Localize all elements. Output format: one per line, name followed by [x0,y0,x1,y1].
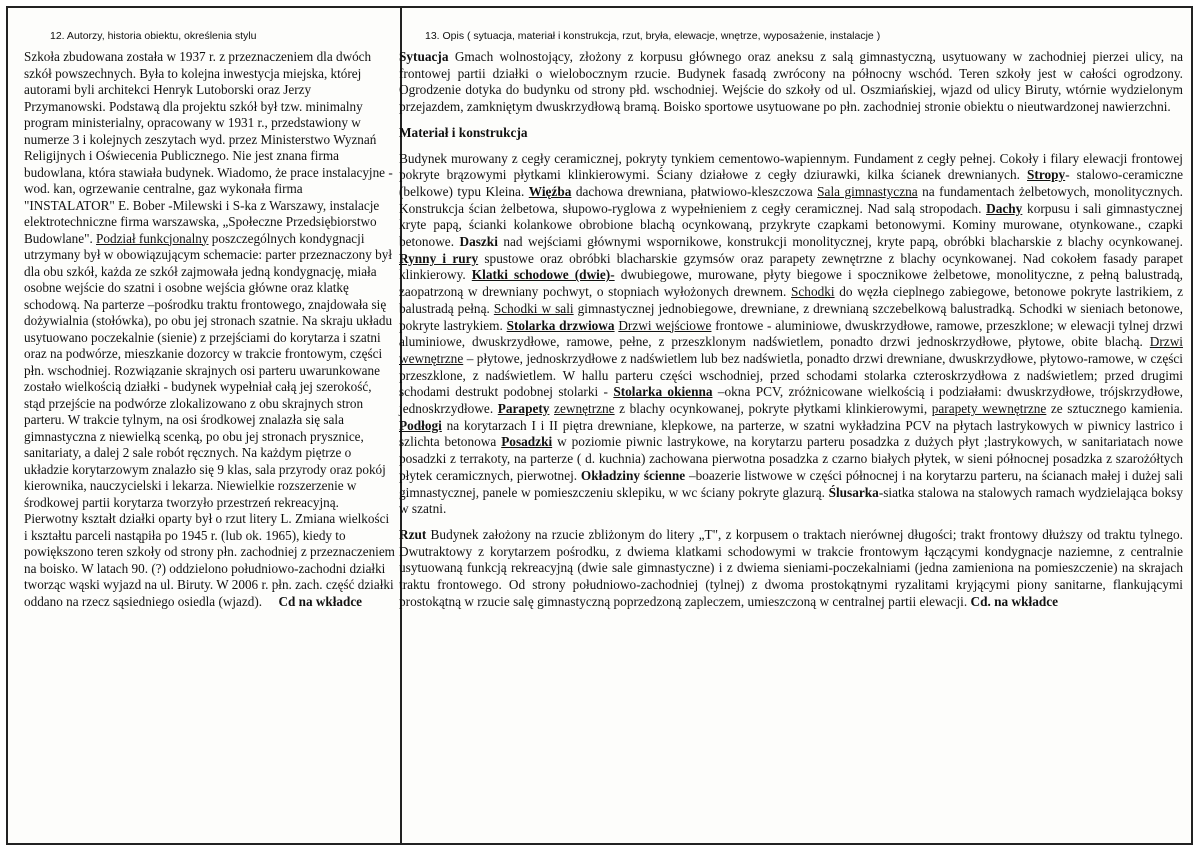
m-text-10: gimnastycznej jednobiegowe, drewniane, z drewnianą szczebelkową balustradką. Schodki w sieniach betonowe, pokryte lastrykiem. [399,300,1183,333]
material-heading: Materiał i konstrukcja [399,124,528,140]
m-text-1: Budynek murowany z cegły ceramicznej, pokryty tynkiem cementowo-wapiennym. Fundament z cegły pełnej. Cokoły i filary elewacji frontowej pokryte brązowymi płytkami klinkierowymi. Ściany działowe z cegły dziurawki, kilka ścianek drewnianych. [399,150,1183,183]
section-header-13: 13. Opis ( sytuacja, materiał i konstrukcja, rzut, bryła, elewacje, wnętrze, wyposażenie, instalacje ) [425,30,881,42]
label-okladziny-scienne: Okładziny ścienne [580,467,686,483]
m-text-7: spustowe oraz obróbki blacharskie gzymsów oraz parapety zewnętrzne z blachy ocynkowanej. Nad cokołem fasady parapet klinkierowy. [399,250,1183,283]
material-paragraph [399,151,1183,518]
document-page [6,6,1193,845]
m-text-5: korpusu i sali gimnastycznej kryte papą, ścianki kolankowe obrobione blachą ocynkowaną, przykryte czapkami betonowymi. Kominy murowane, otynkowane., czapki betonowe. [399,200,1183,250]
left-column [24,30,396,610]
label-klatki-schodowe: Klatki schodowe (dwie)- [471,267,615,283]
label-podzial-funkcjonalny: Podział funkcjonalny [96,230,209,246]
label-podlogi: Podłogi [399,417,442,433]
m-text-8: dwubiegowe, murowane, płyty biegowe i spocznikowe żelbetowe, monolityczne, z pełną balustradą, zaopatrzoną w drewniany pochwyt, o stopniach wyłożonych drewnem. [399,267,1184,300]
sytuacja-paragraph [399,49,1183,116]
label-drzwi-wejsciowe: Drzwi wejściowe [618,317,712,333]
label-stolarka-okienna: Stolarka okienna [613,384,713,400]
label-dachy: Dachy [986,200,1023,216]
label-wiezba: Więźba [528,183,572,199]
label-sala-gimnastyczna: Sala gimnastyczna [817,183,918,199]
section-header-12: 12. Autorzy, historia obiektu, określenia stylu [50,30,257,42]
m-text-3: dachowa drewniana, płatwiowo-kleszczowa [571,183,818,199]
label-schodki: Schodki [791,284,835,300]
m-text-19: -siatka stalowa na stalowych ramach wydzielająca boksy w szatni. [399,484,1183,517]
continued-note-right: Cd. na wkładce [970,593,1059,609]
label-stropy: Stropy [1027,167,1066,183]
label-rynny: Rynny i rury [399,250,479,266]
label-posadzki: Posadzki [501,434,553,450]
label-schodki-w-sali: Schodki w sali [493,300,574,316]
label-rzut: Rzut [399,526,427,542]
label-slusarka: Ślusarka [828,484,879,500]
rzut-paragraph [399,527,1183,611]
m-text-16: na korytarzach I i II piętra drewniane, klepkowe, na parterze, w szatni wykładzina PCV na płytach lastrykowych w piwnicy lastrico i szlichta betonowa [399,417,1183,450]
label-stolarka-drzwiowa: Stolarka drzwiowa [506,317,615,333]
right-column [399,30,1183,611]
label-daszki: Daszki [459,234,498,250]
label-zewnetrzne: zewnętrzne [554,401,615,417]
m-text-15: ze sztucznego kamienia. [1046,401,1184,417]
m-text-9: do węzła cieplnego zabiegowe, betonowe pokryte lastrikiem, z balustradą pełną. [399,284,1183,316]
m-text-11: frontowe - aluminiowe, dwuskrzydłowe, ramowe, przeszklone; w elewacji tylnej drzwi aluminiowe, dwuskrzydłowe, ramowe, pełne, z przeszklonym nadświetlem, ponadto drzwi jednoskrzydłowe, płytowe, obite blachą. [399,317,1183,350]
label-sytuacja: Sytuacja [399,49,449,64]
label-drzwi-wewnetrzne: Drzwi wewnętrzne [399,334,1183,366]
m-text-13: –okna PCV, zróżnicowane wielkością i podziałami: dwuskrzydłowe, trójskrzydłowe, jednoskrzydłowe. [399,384,1183,417]
history-paragraph [24,49,396,610]
function-text: poszczególnych kondygnacji utrzymany był w obowiązującym schemacie: parter przeznaczony był dla obu szkół, każda ze szkół zajmowała jedną kondygnację, miała osobne wejście do szatni i osobne wejścia główne oraz klatkę schodową. Na parterze –pośrodku traktu frontowego, znajdowała się dożywialnia (stołówka), po obu jej stronach szatnie. Na skraju układu usytuowano poczekalnie (sienie) z przejściami do korytarza i szatni oraz na podwórze, mieszkanie dozorcy w trakcie frontowym, części płn. wschodniej. Rozwiązanie skrajnych osi parteru uwarunkowane zostało wielkością działki - budynek wypełniał całą jej szerokość, stąd przejście na podwórze zlokalizowano z obu skrajnych stron parteru. W trakcie tylnym, na osi środkowej znalazła się sala gimnastyczna z niewielką scenką, po obu jej stronach prysznice, sanitariaty, a dalej 2 sale robót ręcznych. Na każdym piętrze o układzie korytarzowym znalazło się 9 klas, sala przyrody oraz pokój kierownika, nauczycielski i lekarza. Niewielkie rozszerzenie w środkowej partii korytarza tworzyło przestrzeń rekreacyjną. Pierwotny kształt działki oparty był o rzut litery L. Zmiana wielkości i kształtu parceli nastąpiła po 1945 r. (lub ok. 1965), kiedy to powiększono teren szkoły od strony płn. zachodniej z przeznaczeniem na boisko. W latach 90. (?) oddzielono południowo-zachodni działki tworząc wąski wyjazd na ul. Biruty. W 2006 r. płn. zach. część działki oddano na rzecz sąsiedniego osiedla (wjazd). [24,230,395,609]
m-text-6: nad wejściami głównymi wspornikowe, konstrukcji monolitycznej, kryte papą, obróbki blacharskie z blachy ocynkowanej. [497,234,1183,250]
m-text-12: – płytowe, jednoskrzydłowe z nadświetlem lub bez nadświetla, ponadto drzwi drewniane, dwuskrzydłowe, płytowo-ramowe, w części przeszklone, z nadświetlem. W hallu parteru części wschodniej, przed schodami stolarka czteroskrzydłowa z nadświetlem; przed drugimi schodami destrukt podobnej stolarki - [399,350,1183,400]
label-parapety: Parapety [497,401,550,417]
sytuacja-text: Gmach wolnostojący, złożony z korpusu głównego oraz aneksu z salą gimnastyczną, usytuowany w zachodniej pierzei ulicy, na frontowej partii działki o wielobocznym rzucie. Budynek fasadą zwrócony na północny wschód. Teren szkoły jest w całości ogrodzony. Ogrodzenie dotyka do budynku od strony płd. wschodniej. Wejście do szkoły od ul. Oszmiańskiej, wjazd od ulicy Biruty, wtórnie wydzielonym przejazdem, zamkniętym dwuskrzydłową bramą. Boisko sportowe usytuowane po płn. zachodniej stronie obiektu o nieutwardzonej nawierzchni. [399,49,1183,115]
history-text: Szkoła zbudowana została w 1937 r. z przeznaczeniem dla dwóch szkół powszechnych. Była to kolejna inwestycja miejska, której autorami byli architekci Henryk Lutoborski oraz Jerzy Przymanowski. Podstawą dla projektu szkół był tzw. minimalny program ministerialny, opracowany w 1931 r., przedstawiony w numerze 3 i kolejnych zeszytach wyd. przez Ministerstwo Wyznań Religijnych i Oświecenia Publicznego. Nie jest znana firma budowlana, która stawiała budynek. Wiadomo, że prace instalacyjne - wod. kan, ogrzewanie centralne, gaz wykonała firma "INSTALATOR" E. Bober -Milewski i S-ka z Warszawy, instalacje elektrotechniczne firma warszawska, „Społeczne Przedsiębiorstwo Budowlane". [24,49,393,246]
m-text-14: z blachy ocynkowanej, pokryte płytkami klinkierowymi, [614,401,932,417]
rzut-text: Budynek założony na rzucie zbliżonym do litery „T", z korpusem o traktach nierównej długości; trakt frontowy dłuższy od traktu tylnego. Dwutraktowy z korytarzem pośrodku, z dwiema klatkami schodowymi w trakcie frontowym łączącymi kondygnacje naziemne, z centralnie usytuowaną funkcją rekreacyjną (dwie sale gimnastyczne) i z dwiema sieniami-poczekalniami (jedna zamieniona na pomieszczenie) na skrajach traktu frontowego. Od strony południowo-zachodniej (tylnej) z dwoma prostokątnymi ryzalitami kryjącymi piony sanitarne, flankującymi prostokątną w rzucie salę gimnastyczną poprzedzoną zapleczem, umieszczoną w centralnej partii elewacji. [399,526,1183,609]
m-text-17: w poziomie piwnic lastrykowe, na korytarzu parteru posadzka z dużych płyt ;lastrykowych, w sanitariatach nowe posadzki z terrakoty, na parterze ( d. kuchnia) zachowana pierwotna posadzka z czarno białych płytek, w sieni północnej posadzka z szarożółtych płytek ceramicznych, pierwotnej. [399,434,1183,483]
continued-note-left: Cd na wkładce [278,593,363,609]
m-text-18: –boazerie listwowe w części północnej i na korytarzu parteru, na ścianach małej i dużej sali gimnastycznej, panele w pomieszczeniu sklepiku, w wc ściany pokryte glazurą. [399,467,1183,500]
m-text-4: na fundamentach żelbetowych, monolitycznych. Konstrukcja ścian żelbetowa, słupowo-ryglowa z wypełnieniem z cegły ceramicznej. Nad salą stropodach. [399,183,1183,216]
m-text-2: - stalowo-ceramiczne (belkowe) typu Kleina. [399,167,1184,199]
label-parapety-wewnetrzne: parapety wewnętrzne [931,401,1047,417]
